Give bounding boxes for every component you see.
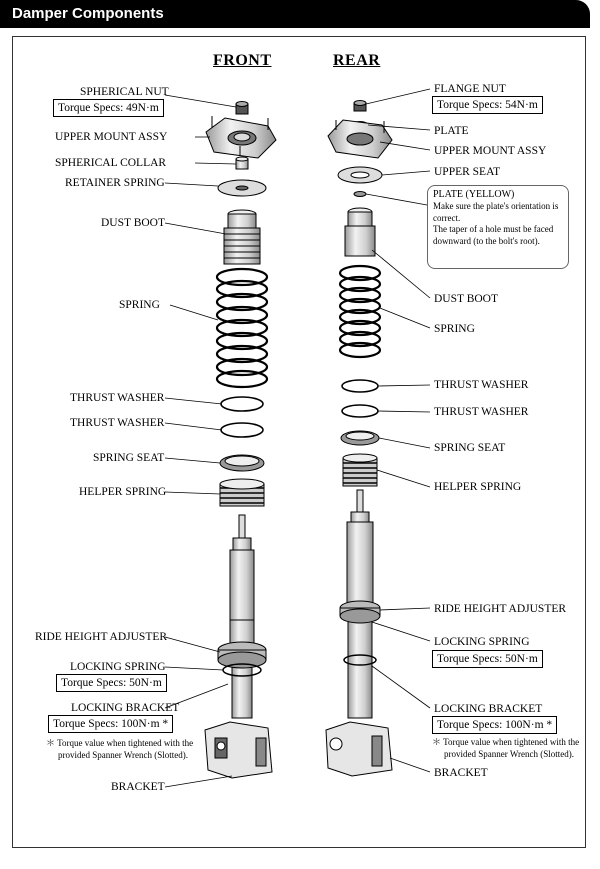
- rear-thrust-washer-2: [342, 405, 378, 417]
- rear-label-dust-boot: DUST BOOT: [434, 293, 499, 305]
- front-label-upper-mount: UPPER MOUNT ASSY: [55, 131, 168, 143]
- rear-main-spring: [340, 266, 380, 357]
- front-thrust-washer-1: [221, 397, 263, 411]
- front-label-ride-height-adjuster: RIDE HEIGHT ADJUSTER: [35, 631, 168, 643]
- rear-ride-height-adjuster: [340, 601, 380, 623]
- rear-dust-boot: [345, 208, 375, 256]
- callout-title: PLATE (YELLOW): [433, 189, 515, 200]
- front-main-spring: [217, 269, 267, 387]
- front-spherical-collar: [236, 157, 248, 169]
- rear-note-line1: ＊ Torque value when tightened with the: [432, 737, 580, 747]
- front-damper-body: [230, 515, 254, 718]
- front-label-helper-spring: HELPER SPRING: [79, 486, 167, 498]
- callout-line2: correct.: [433, 212, 461, 223]
- page-title: Damper Components: [12, 5, 164, 22]
- front-torque-49: Torque Specs: 49N·m: [53, 99, 164, 117]
- callout-line1: Make sure the plate's orientation is: [433, 201, 559, 211]
- rear-thrust-washer-1: [342, 380, 378, 392]
- rear-torque-100-text: Torque Specs: 100N·m: [437, 719, 544, 731]
- front-retainer-spring: [218, 180, 266, 196]
- rear-bracket: [326, 722, 392, 776]
- rear-label-locking-spring: LOCKING SPRING: [434, 636, 530, 648]
- front-column-title: FRONT: [213, 52, 272, 69]
- rear-column-title: REAR: [333, 52, 381, 69]
- rear-label-spring: SPRING: [434, 323, 475, 335]
- rear-label-spring-seat: SPRING SEAT: [434, 442, 506, 454]
- callout-line4: downward (to the bolt's root).: [433, 235, 540, 246]
- rear-torque-50: Torque Specs: 50N·m: [432, 650, 543, 668]
- rear-torque-100: [432, 716, 557, 734]
- front-label-bracket: BRACKET: [111, 781, 165, 793]
- front-leader-lines: [165, 95, 236, 787]
- rear-torque-asterisk: *: [546, 719, 553, 731]
- rear-label-upper-seat: UPPER SEAT: [434, 166, 501, 178]
- front-label-spherical-collar: SPHERICAL COLLAR: [55, 157, 167, 169]
- front-label-dust-boot: DUST BOOT: [101, 217, 166, 229]
- front-label-thrust-washer-2: THRUST WASHER: [70, 417, 165, 429]
- rear-yellow-plate: [354, 192, 366, 197]
- rear-note-line2: provided Spanner Wrench (Slotted).: [444, 749, 574, 759]
- rear-spring-seat: [341, 431, 379, 445]
- front-label-retainer-spring: RETAINER SPRING: [65, 177, 165, 189]
- rear-label-helper-spring: HELPER SPRING: [434, 481, 522, 493]
- rear-label-thrust-washer-2: THRUST WASHER: [434, 406, 529, 418]
- rear-label-locking-bracket: LOCKING BRACKET: [434, 703, 543, 715]
- plate-yellow-callout: [427, 185, 569, 269]
- rear-label-upper-mount: UPPER MOUNT ASSY: [434, 145, 547, 157]
- rear-upper-mount: [328, 120, 392, 158]
- front-torque-100: [48, 715, 173, 733]
- front-label-spring-seat: SPRING SEAT: [93, 452, 165, 464]
- front-label-thrust-washer-1: THRUST WASHER: [70, 392, 165, 404]
- front-note-line2: provided Spanner Wrench (Slotted).: [58, 750, 188, 760]
- rear-leader-lines: [366, 89, 430, 772]
- rear-flange-nut: [354, 101, 366, 112]
- front-label-locking-spring: LOCKING SPRING: [70, 661, 166, 673]
- rear-label-plate: PLATE: [434, 125, 469, 137]
- front-thrust-washer-2: [221, 423, 263, 437]
- front-upper-mount: [206, 116, 276, 158]
- rear-helper-spring: [343, 454, 377, 486]
- front-torque-100-text: Torque Specs: 100N·m: [53, 718, 160, 730]
- callout-line3: The taper of a hole must be faced: [433, 224, 554, 234]
- rear-label-flange-nut: FLANGE NUT: [434, 83, 506, 95]
- front-bracket: [205, 722, 272, 778]
- front-note-line1: ＊ Torque value when tightened with the: [46, 738, 194, 748]
- rear-label-ride-height-adjuster: RIDE HEIGHT ADJUSTER: [434, 603, 567, 615]
- rear-label-bracket: BRACKET: [434, 767, 488, 779]
- front-torque-asterisk: *: [162, 718, 169, 730]
- front-label-locking-bracket: LOCKING BRACKET: [71, 702, 180, 714]
- front-spherical-nut: [236, 102, 248, 115]
- front-label-spring: SPRING: [119, 299, 160, 311]
- front-torque-50: Torque Specs: 50N·m: [56, 674, 167, 692]
- front-label-spherical-nut: SPHERICAL NUT: [80, 86, 169, 98]
- front-helper-spring: [220, 479, 264, 506]
- front-spring-seat: [220, 455, 264, 471]
- rear-torque-54: Torque Specs: 54N·m: [432, 96, 543, 114]
- rear-upper-seat: [338, 167, 382, 183]
- front-dust-boot: [224, 210, 260, 264]
- rear-label-thrust-washer-1: THRUST WASHER: [434, 379, 529, 391]
